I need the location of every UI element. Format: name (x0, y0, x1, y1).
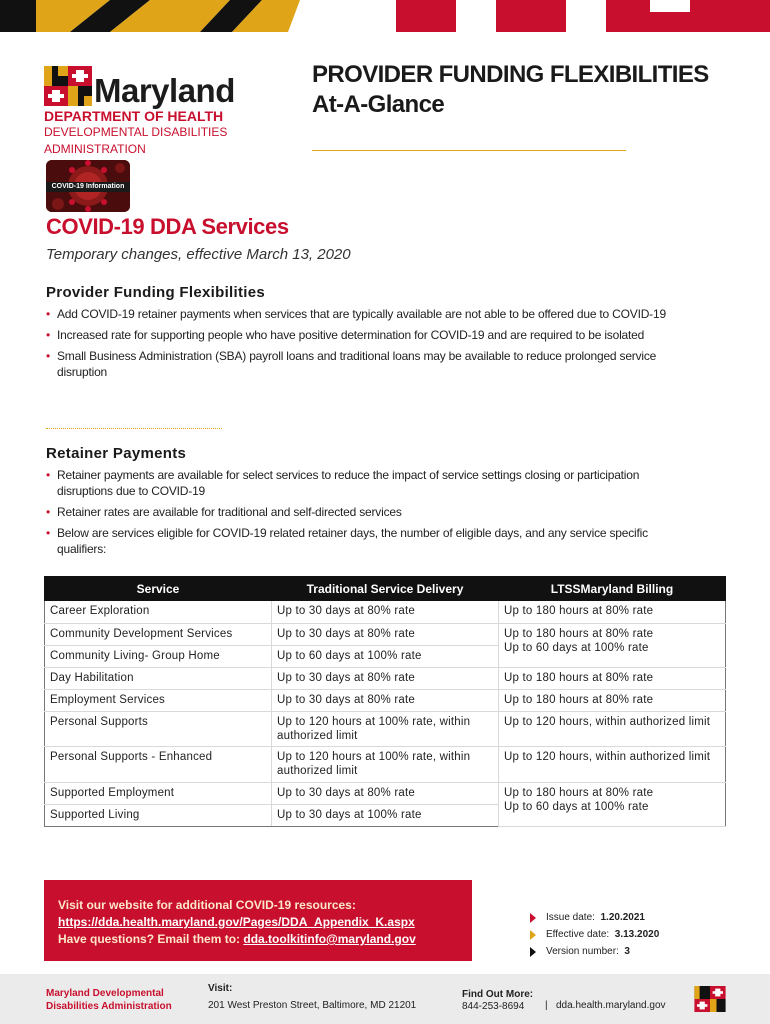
table-cell: Community Living- Group Home (45, 646, 272, 668)
table-cell: Up to 30 days at 80% rate (272, 601, 499, 624)
logo-department: DEPARTMENT OF HEALTH (44, 108, 224, 124)
column-header-service: Service (45, 577, 272, 601)
logo-subtitle-line2: ADMINISTRATION (44, 142, 146, 156)
list-item: • Retainer payments are available for select services to reduce the impact of service settings closing or participation disruptions due to COVID-19 (46, 467, 666, 499)
logo-wordmark: Maryland (94, 72, 235, 109)
callout-intro: Visit our website for additional COVID-19 resources: (58, 898, 356, 912)
issue-date-value: 1.20.2021 (600, 912, 645, 923)
services-table (44, 576, 726, 827)
page-title-line1: PROVIDER FUNDING FLEXIBILITIES (312, 61, 709, 88)
section-title: COVID-19 DDA Services (46, 214, 289, 239)
table-cell: Day Habilitation (45, 668, 272, 690)
table-cell: Up to 180 hours at 80% rate (499, 601, 726, 624)
table-row (45, 747, 726, 783)
footer-org-line1: Maryland Developmental (46, 988, 164, 999)
version-value: 3 (624, 946, 630, 957)
footer-phone: 844-253-8694 (462, 1001, 525, 1012)
table-row (45, 601, 726, 624)
footer-website-link[interactable]: dda.health.maryland.gov (556, 1000, 666, 1011)
list-item: • Small Business Administration (SBA) payroll loans and traditional loans may be available to reduce prolonged service disruption (46, 348, 666, 380)
column-header-traditional: Traditional Service Delivery (272, 577, 499, 601)
table-cell: Up to 30 days at 80% rate (272, 690, 499, 712)
resources-callout (44, 880, 472, 961)
page-title-line2: At-A-Glance (312, 91, 445, 118)
maryland-flag-emblem-icon (44, 66, 92, 106)
table-cell: Up to 30 days at 80% rate (272, 783, 499, 805)
list-item: • Add COVID-19 retainer payments when services that are typically available are not able to be offered due to COVID-19 (46, 306, 666, 322)
footer-visit-heading: Visit: (208, 983, 233, 994)
badge-label: COVID-19 Information (51, 183, 125, 190)
table-cell: Community Development Services (45, 624, 272, 646)
list-item: • Retainer rates are available for traditional and self-directed services (46, 504, 666, 520)
list-item: • Increased rate for supporting people who have positive determination for COVID-19 and are required to be isolated (46, 327, 666, 343)
table-cell: Up to 30 days at 80% rate (272, 668, 499, 690)
retainer-bullet-list (46, 467, 666, 562)
page-footer (0, 974, 770, 1024)
issue-date-label: Issue date: (546, 912, 595, 923)
maryland-flag-banner (0, 0, 770, 32)
table-cell: Up to 120 hours at 100% rate, within authorized limit (272, 747, 499, 783)
table-cell: Supported Employment (45, 783, 272, 805)
footer-find-heading: Find Out More: (462, 989, 534, 1000)
table-cell: Up to 30 days at 100% rate (272, 805, 499, 827)
effective-date-label: Effective date: (546, 929, 610, 940)
email-link[interactable]: dda.toolkitinfo@maryland.gov (243, 932, 416, 946)
table-cell: Employment Services (45, 690, 272, 712)
table-cell: Personal Supports - Enhanced (45, 747, 272, 783)
version-number (530, 945, 730, 962)
maryland-flag-emblem-icon (694, 986, 726, 1012)
table-row (45, 668, 726, 690)
callout-questions (58, 932, 416, 946)
logo-subtitle-line1: DEVELOPMENTAL DISABILITIES (44, 125, 228, 139)
table-row (45, 783, 726, 805)
list-item: • Below are services eligible for COVID-19 related retainer days, the number of eligible days, and any service specific qualifiers: (46, 525, 666, 557)
callout-questions-label: Have questions? Email them to: (58, 932, 244, 946)
effective-date (530, 928, 730, 945)
table-cell: Up to 180 hours at 80% rate (499, 668, 726, 690)
arrow-right-icon (530, 930, 536, 940)
column-header-ltss: LTSSMaryland Billing (499, 577, 726, 601)
covid-info-badge (46, 160, 130, 212)
issue-date (530, 911, 730, 928)
table-row (45, 712, 726, 747)
table-cell: Up to 120 hours, within authorized limit (499, 712, 726, 747)
maryland-health-logo (44, 66, 244, 156)
resources-link[interactable]: https://dda.health.maryland.gov/Pages/DDA_Appendix_K.aspx (58, 915, 415, 929)
section-divider (46, 428, 222, 429)
document-metadata (530, 911, 730, 962)
table-cell: Personal Supports (45, 712, 272, 747)
table-cell: Up to 120 hours at 100% rate, within authorized limit (272, 712, 499, 747)
table-row (45, 690, 726, 712)
table-cell: Up to 180 hours at 80% rate (499, 690, 726, 712)
table-cell: Up to 30 days at 80% rate (272, 624, 499, 646)
version-label: Version number: (546, 946, 619, 957)
section-subtitle: Temporary changes, effective March 13, 2020 (46, 246, 351, 263)
footer-separator: | (545, 1000, 548, 1011)
arrow-right-icon (530, 913, 536, 923)
table-cell: Up to 180 hours at 80% rate Up to 60 days at 100% rate (499, 624, 726, 668)
table-cell: Up to 60 days at 100% rate (272, 646, 499, 668)
funding-heading: Provider Funding Flexibilities (46, 284, 266, 301)
page-title (312, 60, 742, 120)
title-divider (312, 150, 626, 151)
effective-date-value: 3.13.2020 (614, 929, 660, 940)
table-cell: Career Exploration (45, 601, 272, 624)
table-header-row (45, 577, 726, 601)
table-cell: Up to 180 hours at 80% rate Up to 60 days at 100% rate (499, 783, 726, 827)
footer-org-line2: Disabilities Administration (46, 1001, 172, 1012)
table-cell: Up to 120 hours, within authorized limit (499, 747, 726, 783)
arrow-right-icon (530, 947, 536, 957)
table-cell: Supported Living (45, 805, 272, 827)
funding-bullet-list (46, 306, 666, 385)
table-row (45, 624, 726, 646)
footer-address: 201 West Preston Street, Baltimore, MD 21201 (208, 1000, 417, 1011)
retainer-heading: Retainer Payments (46, 445, 187, 462)
